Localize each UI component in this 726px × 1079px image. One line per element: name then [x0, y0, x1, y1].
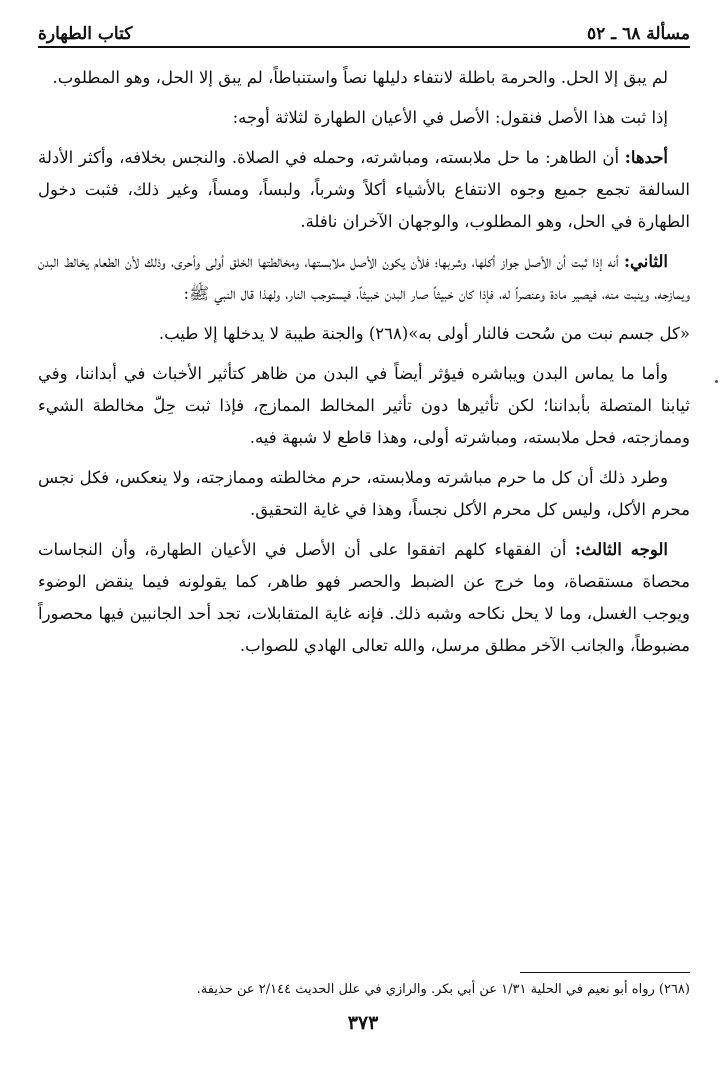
footnote-divider: [520, 972, 690, 973]
paragraph-text: أن الفقهاء كلهم اتفقوا على أن الأصل في الأعيان الطهارة، وأن النجاسات محصاة مستقصاة، وما خرج عن الضبط والحصر فهو طاهر، كما يقولونه فيما ينقض الوضوء ويوجب الغسل، وما لا يحل نكاحه وشبه ذلك. فإنه غاية المتقابلات، تجد أحد الجانبين فيها محصوراً مضبوطاً، والجانب الآخر مطلق مرسل، والله تعالى الهادي للصواب.: [38, 540, 690, 655]
page-number: ٣٧٣: [347, 1012, 379, 1034]
paragraph-text: «كل جسم نبت من سُحت فالنار أولى به»(٢٦٨) والجنة طيبة لا يدخلها إلا طيب.: [158, 324, 690, 343]
paragraph: [38, 534, 690, 662]
paragraph-text: لم يبق إلا الحل. والحرمة باطلة لانتفاء دليلها نصاً واستنباطاً، لم يبق إلا الحل، وهو المطلوب.: [52, 68, 668, 87]
paragraph: [38, 142, 690, 238]
paragraph-text: وطرد ذلك أن كل ما حرم مباشرته وملابسته، حرم مخالطته وممازجته، ولا ينعكس، فكل نجس محرم الأكل، وليس كل محرم الأكل نجساً، وهذا في غاية التحقيق.: [38, 468, 690, 519]
running-header: [38, 18, 690, 44]
header-divider: [38, 46, 690, 48]
paragraph-text: وأما ما يماس البدن ويباشره فيؤثر أيضاً في البدن من ظاهر كتأثير الأخباث في أبداننا، وفي ثيابنا المتصلة بأبداننا؛ لكن تأثيرها دون تأثير المخالط الممازج، فإذا ثبت حِلّ مخالطة الشيء وممازجته، فحل ملابسته، ومباشرته أولى، وهذا قاطع لا شبهة فيه.: [38, 364, 690, 447]
paragraph-lead: الوجه الثالث:: [574, 540, 668, 559]
paragraph: [38, 462, 690, 526]
paragraph: [38, 358, 690, 454]
issue-label: مسألة ٦٨ ـ ٥٢: [586, 24, 690, 44]
paragraph-lead: الثاني:: [623, 252, 668, 271]
paragraph-text: أنه إذا ثبت أن الأصل جواز أكلها، وشربها؛ فلأن يكون الأصل ملابستها، ومخالطتها الخلق أولى وأحرى، وذلك لأن الطعام يخالط البدن ويمازجه، وينبت منه، فيصير مادة وعنصراً له، فإذا كان خبيثاً صار البدن خبيثاً، فيستوجب النار، ولهذا قال النبي ﷺ:: [38, 252, 690, 303]
footnote: (٢٦٨) رواه أبو نعيم في الحلية ١/٣١ عن أبي بكر. والرازي في علل الحديث ٢/١٤٤ عن حذيفة.: [196, 982, 690, 997]
paragraph: [38, 62, 690, 94]
paragraph: [38, 102, 690, 134]
main-text: [38, 62, 690, 670]
paragraph-text: إذا ثبت هذا الأصل فنقول: الأصل في الأعيان الطهارة لثلاثة أوجه:: [232, 108, 668, 127]
book-title: كتاب الطهارة: [38, 24, 133, 44]
margin-mark: [715, 380, 718, 383]
hadith-quote: [38, 318, 690, 350]
paragraph: [38, 246, 690, 310]
paragraph-lead: أحدها:: [624, 148, 668, 167]
paragraph-text: أن الطاهر: ما حل ملابسته، ومباشرته، وحمله في الصلاة. والنجس بخلافه، وأكثر الأدلة السالفة تجمع جميع وجوه الانتفاع بالأشياء أكلاً وشرباً، ولبساً، ومساً، وغير ذلك، فثبت دخول الطهارة في الحل، وهو المطلوب، والوجهان الآخران نافلة.: [38, 148, 690, 231]
